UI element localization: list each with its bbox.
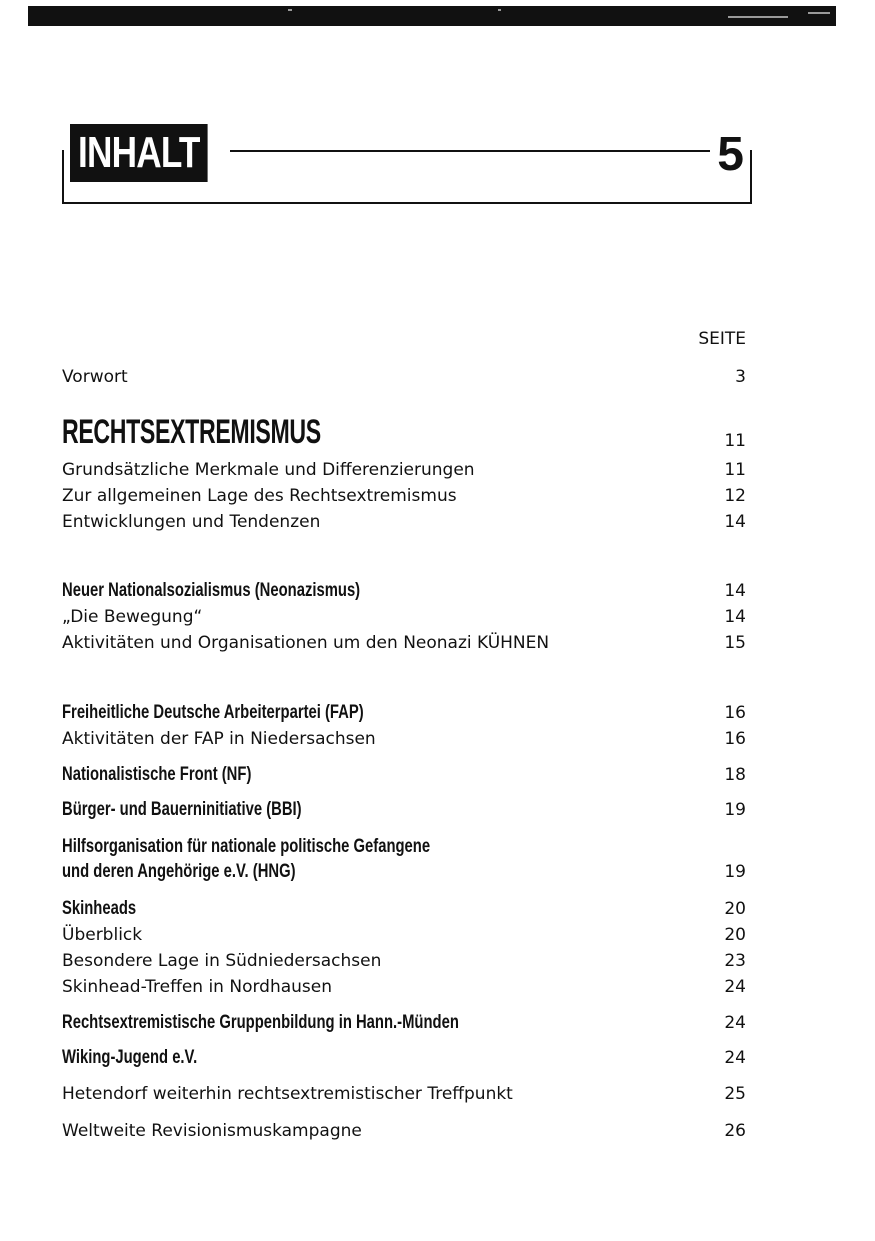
toc-entry-page: 12 (724, 486, 746, 506)
toc-entry-title: „Die Bewegung“ (62, 607, 203, 627)
toc-entry (62, 920, 748, 946)
toc-entry-title: Rechtsextremistische Gruppenbildung in Hann.-Münden (62, 1012, 459, 1033)
toc-entry-page: 11 (724, 431, 746, 451)
toc-entry-title: Skinheads (62, 898, 137, 919)
toc-entry-title: RECHTSEXTREMISMUS (62, 413, 321, 451)
toc-entry-page: 14 (724, 607, 746, 627)
toc-entry-page: 24 (724, 1013, 746, 1033)
toc-entry (62, 455, 748, 481)
toc-entry-title: Aktivitäten der FAP in Niedersachsen (62, 729, 376, 749)
scan-speck (728, 16, 788, 18)
toc-entry (62, 576, 748, 602)
toc-entry-page: 15 (724, 633, 746, 653)
top-scan-bar (28, 6, 836, 26)
toc-entry (62, 628, 748, 654)
scan-speck (288, 9, 292, 11)
toc-entry-title: Neuer Nationalsozialismus (Neonazismus) (62, 580, 361, 601)
toc-entry-page: 23 (724, 951, 746, 971)
toc-entry (62, 724, 748, 750)
toc-entry-page: 20 (724, 899, 746, 919)
page-column-header: SEITE (698, 329, 746, 349)
toc-entry-page: 24 (724, 977, 746, 997)
toc-entry-title: Hetendorf weiterhin rechtsextremistischer Treffpunkt (62, 1084, 513, 1104)
toc-entry-title: Zur allgemeinen Lage des Rechtsextremismus (62, 486, 457, 506)
toc-entry (62, 760, 748, 786)
toc-entry-page: 3 (735, 367, 746, 387)
toc-entry (62, 972, 748, 998)
toc-entry (62, 362, 748, 388)
toc-entry (62, 1008, 748, 1034)
toc-entry-title: Freiheitliche Deutsche Arbeiterpartei (FAP) (62, 702, 364, 723)
toc-entry-title: Bürger- und Bauerninitiative (BBI) (62, 799, 302, 820)
toc-entry-page: 16 (724, 703, 746, 723)
toc-entry-title: Vorwort (62, 367, 128, 387)
toc-section-heading (62, 413, 748, 452)
toc-entry-title: Entwicklungen und Tendenzen (62, 512, 321, 532)
toc-entry-page: 14 (724, 581, 746, 601)
toc-entry-page: 16 (724, 729, 746, 749)
toc-entry (62, 481, 748, 507)
toc-entry (62, 795, 748, 821)
toc-entry-page: 14 (724, 512, 746, 532)
toc-entry-page: 11 (724, 460, 746, 480)
toc-entry-title: Überblick (62, 925, 143, 945)
toc-entry-title: Aktivitäten und Organisationen um den Neonazi KÜHNEN (62, 633, 550, 653)
toc-entry (62, 507, 748, 533)
toc-entry-title: Wiking-Jugend e.V. (62, 1047, 198, 1068)
toc-entry-page: 25 (724, 1084, 746, 1104)
toc-entry-title: Weltweite Revisionismuskampagne (62, 1121, 362, 1141)
toc-entry (62, 1043, 748, 1069)
toc-entry (62, 946, 748, 972)
toc-entry-page: 24 (724, 1048, 746, 1068)
toc-entry-page: 26 (724, 1121, 746, 1141)
toc-entry-title: Hilfsorganisation für nationale politische Gefangene (62, 836, 431, 857)
toc-entry (62, 1079, 748, 1105)
toc-entry-title: und deren Angehörige e.V. (HNG) (62, 861, 296, 882)
scan-speck (498, 9, 501, 11)
toc-entry-page: 18 (724, 765, 746, 785)
toc-entry-page: 19 (724, 800, 746, 820)
toc-entry (62, 857, 748, 883)
toc-entry-title: Besondere Lage in Südniedersachsen (62, 951, 382, 971)
toc-entry (62, 698, 748, 724)
page-title: INHALT (70, 124, 208, 182)
toc-entry-page: 19 (724, 862, 746, 882)
toc-entry-title: Skinhead-Treffen in Nordhausen (62, 977, 333, 997)
toc-entry (62, 1116, 748, 1142)
toc-entry-title: Nationalistische Front (NF) (62, 764, 252, 785)
toc-entry (62, 602, 748, 628)
scan-speck (808, 12, 830, 14)
header-rule (230, 150, 710, 152)
toc-entry-page: 20 (724, 925, 746, 945)
page-number: 5 (717, 128, 744, 181)
toc-entry-title: Grundsätzliche Merkmale und Differenzierungen (62, 460, 475, 480)
toc-entry (62, 832, 748, 858)
toc-entry (62, 894, 748, 920)
